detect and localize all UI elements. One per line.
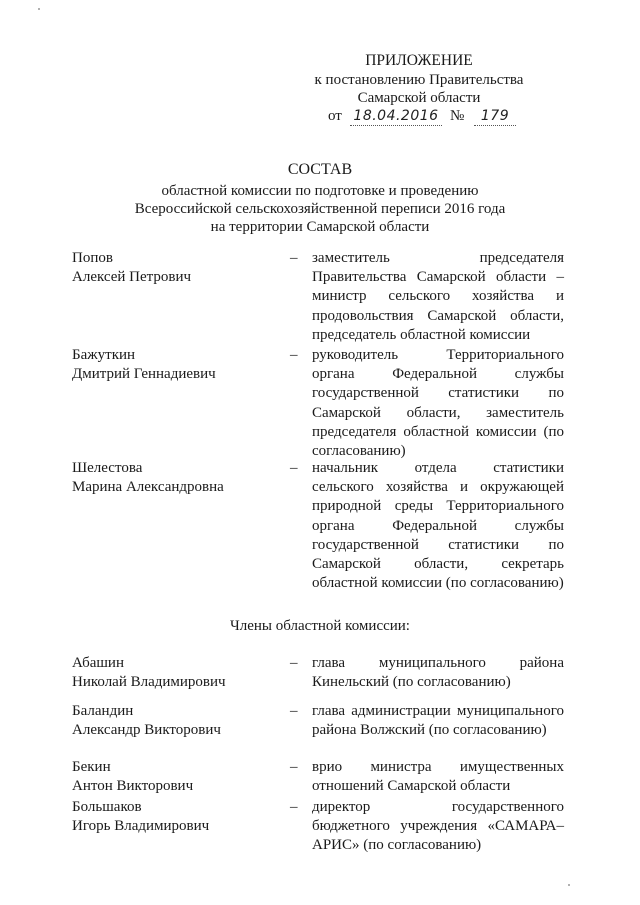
person-role: руководитель Территориального органа Федеральной службы государственной статистики по Самарской области, заместитель председателя областной комиссии (по согласованию) [312, 347, 564, 460]
from-label: от [328, 108, 342, 124]
handwritten-date: 18.04.2016 [350, 107, 442, 126]
person-name [72, 249, 292, 287]
dash-separator: – [290, 799, 298, 815]
scan-speck [568, 884, 570, 886]
person-name [72, 654, 292, 692]
dash-separator: – [290, 703, 298, 719]
person-role: директор государственного бюджетного учреждения «САМАРА–АРИС» (по согласованию) [312, 799, 564, 854]
person-given-name: Николай Владимирович [72, 674, 226, 691]
person-role: глава муниципального района Кинельский (по согласованию) [312, 655, 564, 691]
appendix-title: ПРИЛОЖЕНИЕ [365, 52, 473, 69]
person-surname: Абашин [72, 655, 124, 671]
person-surname: Баландин [72, 703, 134, 719]
dash-separator: – [290, 655, 298, 671]
person-name [72, 702, 292, 740]
dash-separator: – [290, 250, 298, 266]
dash-separator: – [290, 347, 298, 363]
heading-line-3: на территории Самарской области [210, 219, 430, 235]
heading-line-1: областной комиссии по подготовке и проведению [161, 183, 479, 199]
handwritten-number: 179 [474, 107, 516, 126]
person-surname: Большаков [72, 799, 142, 815]
person-given-name: Марина Александровна [72, 479, 224, 496]
person-role: заместитель председателя Правительства Самарской области – министр сельского хозяйства и продовольствия Самарской области, председатель областной комиссии [312, 250, 564, 343]
person-given-name: Дмитрий Геннадиевич [72, 366, 216, 383]
person-surname: Попов [72, 250, 113, 266]
person-surname: Шелестова [72, 460, 143, 476]
members-section-title: Члены областной комиссии: [230, 618, 410, 634]
person-name [72, 346, 292, 384]
person-given-name: Алексей Петрович [72, 269, 192, 286]
appendix-line-1: к постановлению Правительства [314, 72, 524, 88]
person-given-name: Александр Викторович [72, 722, 221, 739]
person-role: врио министра имущественных отношений Самарской области [312, 759, 564, 795]
document-heading [0, 161, 640, 236]
number-label: № [450, 108, 465, 124]
heading-title: СОСТАВ [287, 161, 353, 178]
dash-separator: – [290, 759, 298, 775]
scan-speck [38, 8, 40, 10]
person-name [72, 459, 292, 497]
person-role: начальник отдела статистики сельского хозяйства и окружающей природной среды Территориального органа Федеральной службы государственной статистики по Самарской области, секретарь областной комиссии (по согласованию) [312, 460, 564, 592]
person-surname: Бекин [72, 759, 111, 775]
person-given-name: Игорь Владимирович [72, 818, 210, 835]
appendix-block [304, 52, 534, 128]
person-name [72, 798, 292, 836]
heading-line-2: Всероссийской сельскохозяйственной переписи 2016 года [134, 201, 506, 217]
appendix-date-number-line [304, 107, 534, 128]
dash-separator: – [290, 460, 298, 476]
appendix-line-2: Самарской области [357, 90, 481, 106]
person-role: глава администрации муниципального района Волжский (по согласованию) [312, 703, 564, 739]
person-name [72, 758, 292, 796]
person-surname: Бажуткин [72, 347, 136, 363]
person-given-name: Антон Викторович [72, 778, 194, 795]
